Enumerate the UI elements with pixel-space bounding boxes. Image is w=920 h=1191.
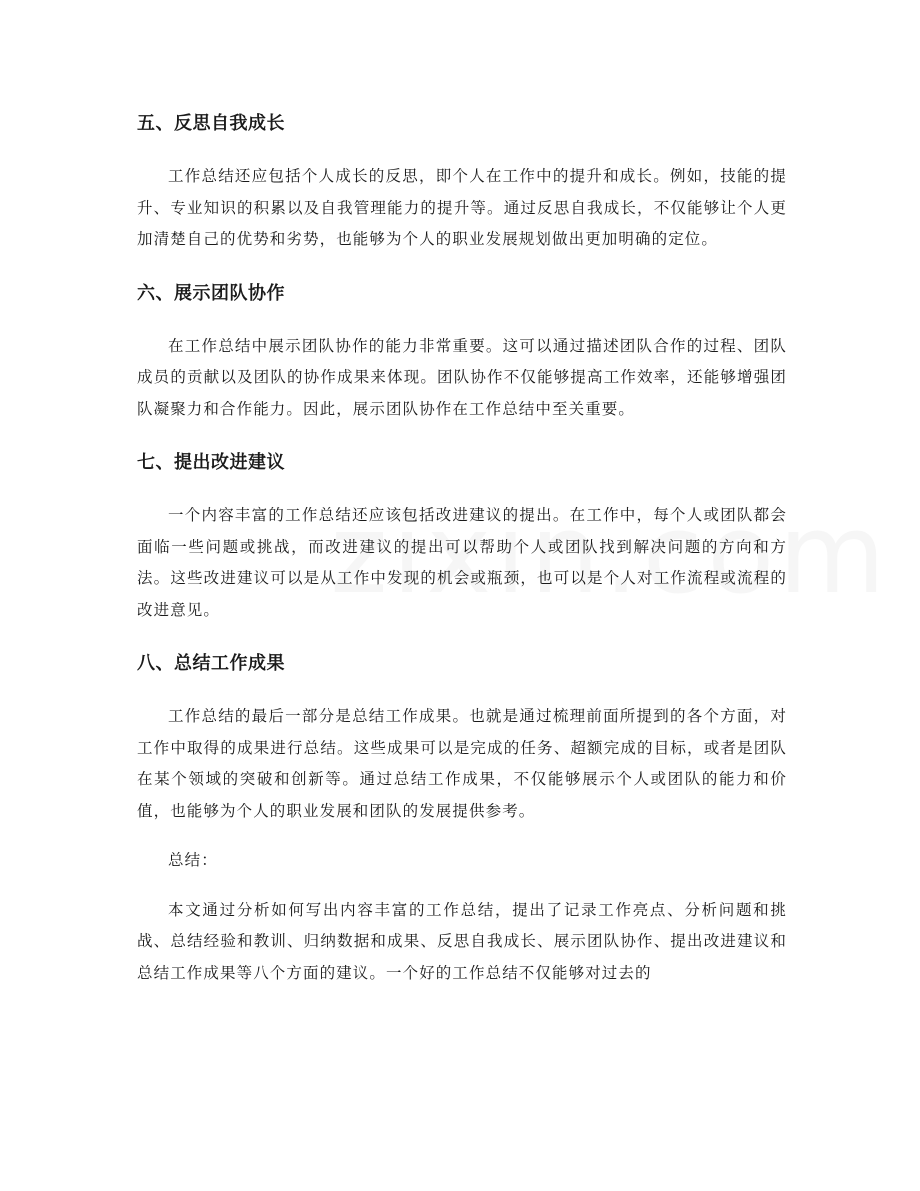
summary-label: 总结： xyxy=(168,851,218,869)
section-paragraph: 一个内容丰富的工作总结还应该包括改进建议的提出。在工作中，每个人或团队都会面临一些问题或挑战，而改进建议的提出可以帮助个人或团队找到解决问题的方向和方法。这些改进建议可以是从工作中发现的机会或瓶颈，也可以是个人对工作流程或流程的改进意见。 xyxy=(137,506,787,619)
section-summarize-results xyxy=(137,644,787,827)
section-heading: 六、展示团队协作 xyxy=(137,282,285,304)
section-heading: 七、提出改进建议 xyxy=(137,452,285,473)
section-heading: 八、总结工作成果 xyxy=(137,653,285,674)
section-heading: 五、反思自我成长 xyxy=(137,113,285,134)
section-paragraph: 工作总结的最后一部分是总结工作成果。也就是通过梳理前面所提到的各个方面，对工作中取得的成果进行总结。这些成果可以是完成的任务、超额完成的目标，或者是团队在某个领域的突破和创新等。通过总结工作成果，不仅能够展示个人或团队的能力和价值，也能够为个人的职业发展和团队的发展提供参考。 xyxy=(137,707,787,820)
summary-paragraph: 本文通过分析如何写出内容丰富的工作总结，提出了记录工作亮点、分析问题和挑战、总结经验和教训、归纳数据和成果、反思自我成长、展示团队协作、提出改进建议和总结工作成果等八个方面的建议。一个好的工作总结不仅能够对过去的 xyxy=(137,900,787,982)
section-improvement-suggestions xyxy=(137,443,787,626)
section-paragraph: 工作总结还应包括个人成长的反思，即个人在工作中的提升和成长。例如，技能的提升、专业知识的积累以及自我管理能力的提升等。通过反思自我成长，不仅能够让个人更加清楚自己的优势和劣势，也能够为个人的职业发展规划做出更加明确的定位。 xyxy=(137,167,787,248)
section-paragraph: 在工作总结中展示团队协作的能力非常重要。这可以通过描述团队合作的过程、团队成员的贡献以及团队的协作成果来体现。团队协作不仅能够提高工作效率，还能够增强团队凝聚力和合作能力。因此，展示团队协作在工作总结中至关重要。 xyxy=(137,336,787,418)
section-team-collaboration xyxy=(137,274,787,426)
document-body xyxy=(137,104,787,989)
section-reflect-growth xyxy=(137,104,787,256)
summary-section xyxy=(137,845,787,989)
